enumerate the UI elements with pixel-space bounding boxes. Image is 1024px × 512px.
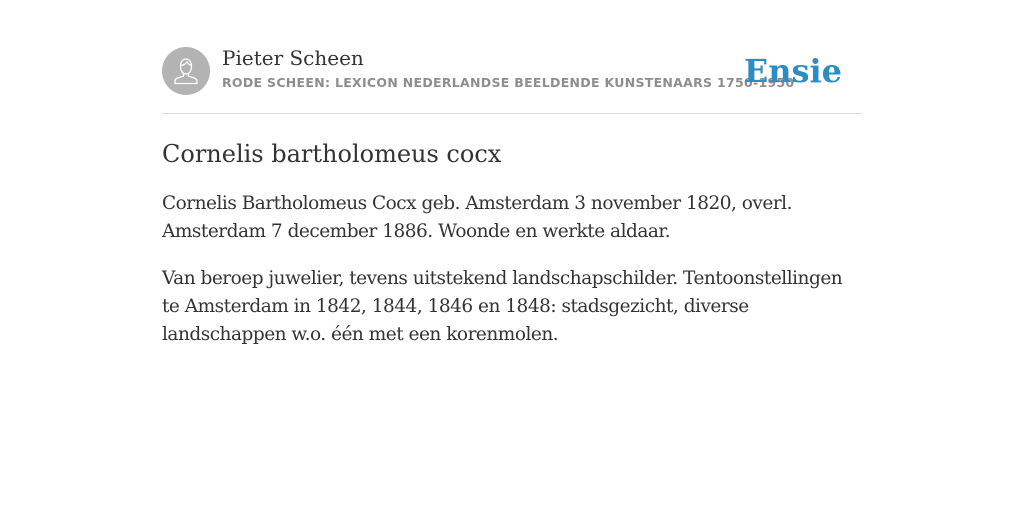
source-label[interactable]: RODE SCHEEN: LEXICON NEDERLANDSE BEELDENDE KUNSTENAARS 1750-1950 [222,75,795,90]
article-paragraph: Van beroep juwelier, tevens uitstekend landschapschilder. Tentoonstellingen te Amsterdam in 1842, 1844, 1846 en 1848: stadsgezicht, diverse landschappen w.o. één met een korenmolen. [162,268,843,345]
author-name[interactable]: Pieter Scheen [222,46,364,70]
author-avatar[interactable] [162,47,210,95]
article-paragraph: Cornelis Bartholomeus Cocx geb. Amsterdam 3 november 1820, overl. Amsterdam 7 december 1886. Woonde en werkte aldaar. [162,193,792,242]
user-silhouette-icon [162,47,210,95]
article-header [162,46,862,114]
article-card [162,46,862,349]
article-title: Cornelis bartholomeus cocx [162,140,502,168]
ensie-logo[interactable]: Ensie [743,52,842,90]
